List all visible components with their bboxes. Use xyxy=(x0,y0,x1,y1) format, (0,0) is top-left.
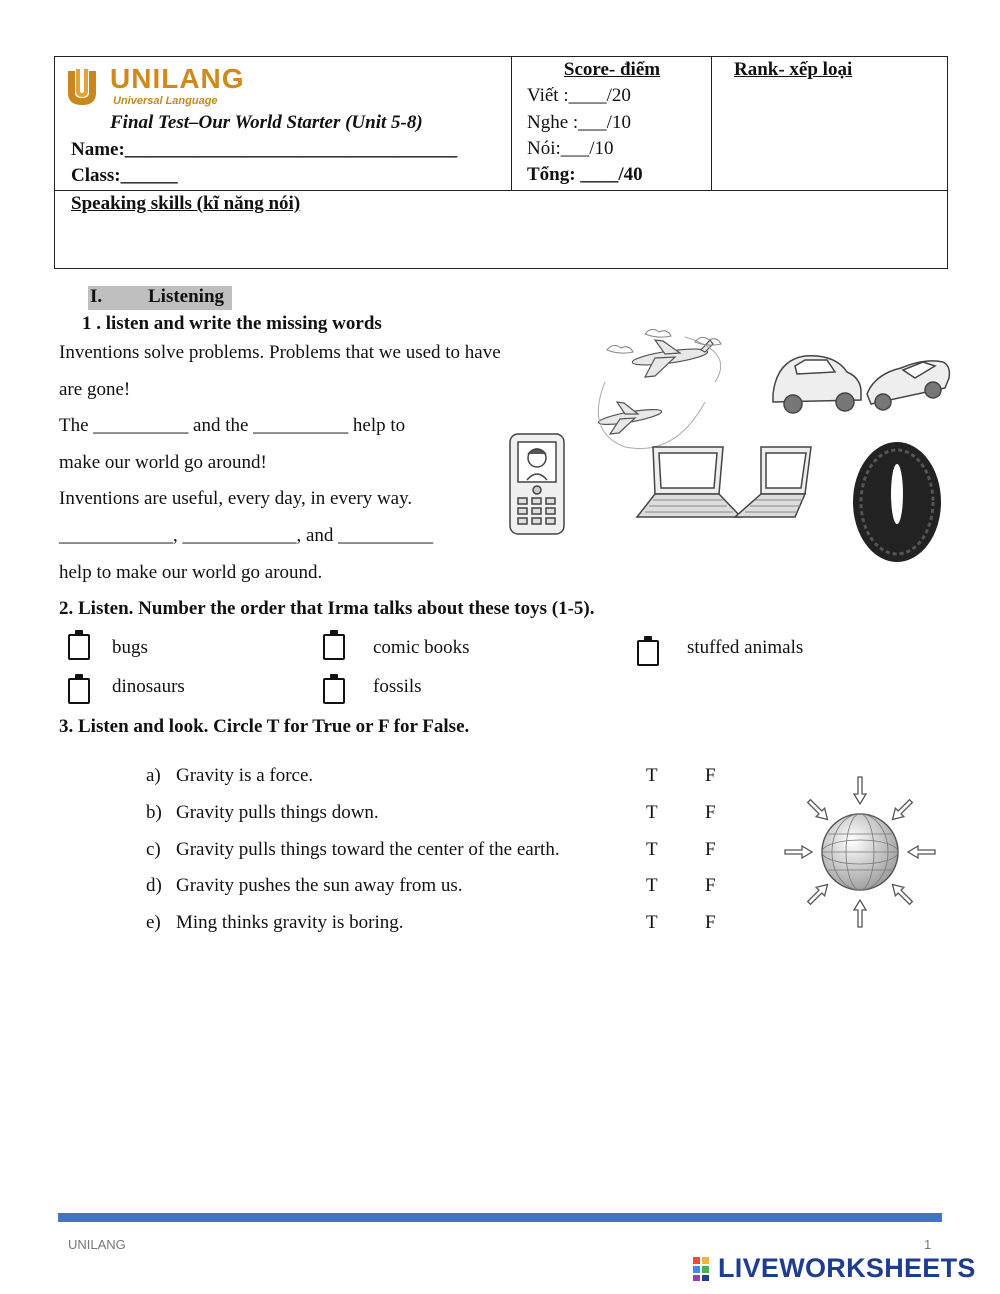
true-option[interactable]: T xyxy=(646,765,658,786)
logo-tagline: Universal Language xyxy=(113,95,218,107)
row-letter: e) xyxy=(146,912,161,933)
score-title: Score- điểm xyxy=(563,59,661,80)
page-number: 1 xyxy=(924,1237,932,1252)
toy-item xyxy=(323,634,470,665)
ex1-line-blanks[interactable]: ____________, ____________, and __________ xyxy=(59,525,434,546)
toy-label: dinosaurs xyxy=(112,676,185,697)
name-field[interactable]: Name:___________________________________ xyxy=(71,139,458,160)
tf-row xyxy=(146,839,560,861)
unilang-logo-icon xyxy=(62,65,106,109)
ex1-line: are gone! xyxy=(59,379,131,400)
globe-gravity-icon xyxy=(780,772,940,932)
false-option[interactable]: F xyxy=(705,875,716,896)
car-icon xyxy=(867,361,949,410)
toy-item xyxy=(323,676,422,709)
section-number: I. xyxy=(90,286,103,307)
car-icon xyxy=(773,356,861,413)
ex1-line-blanks[interactable]: The __________ and the __________ help to xyxy=(59,415,406,436)
laptop-icon xyxy=(735,447,811,517)
ex1-line: Inventions solve problems. Problems that we used to have xyxy=(59,342,501,363)
number-box[interactable] xyxy=(68,678,90,704)
liveworksheets-brand[interactable]: LIVEWORKSHEETS xyxy=(718,1253,976,1283)
ex1-line: make our world go around! xyxy=(59,452,267,473)
tf-row xyxy=(146,802,379,824)
score-viet[interactable]: Viết :____/20 xyxy=(527,85,631,106)
score-noi[interactable]: Nói:___/10 xyxy=(527,138,614,159)
false-option[interactable]: F xyxy=(705,765,716,786)
tf-row xyxy=(146,875,463,897)
toy-label: comic books xyxy=(373,637,470,658)
airplane-icon xyxy=(632,340,713,377)
true-option[interactable]: T xyxy=(646,875,658,896)
title-cell xyxy=(55,57,512,191)
row-letter: c) xyxy=(146,839,161,860)
false-option[interactable]: F xyxy=(705,912,716,933)
true-option[interactable]: T xyxy=(646,912,658,933)
row-statement: Ming thinks gravity is boring. xyxy=(176,912,404,933)
class-field[interactable]: Class:______ xyxy=(71,165,178,186)
toy-item xyxy=(68,676,185,709)
row-letter: a) xyxy=(146,765,161,786)
cell-phone-icon xyxy=(510,434,564,534)
toy-label: stuffed animals xyxy=(687,637,804,658)
row-statement: Gravity is a force. xyxy=(176,765,314,786)
toy-item xyxy=(68,634,148,665)
false-option[interactable]: F xyxy=(705,802,716,823)
row-letter: d) xyxy=(146,875,162,896)
header-table xyxy=(54,56,948,269)
section-title: Listening xyxy=(148,286,225,307)
true-option[interactable]: T xyxy=(646,839,658,860)
number-box[interactable] xyxy=(323,634,345,660)
toy-label: fossils xyxy=(373,676,422,697)
row-statement: Gravity pushes the sun away from us. xyxy=(176,875,463,896)
footer-divider xyxy=(58,1213,942,1222)
ex3-heading: 3. Listen and look. Circle T for True or F for False. xyxy=(59,716,470,737)
toy-label: bugs xyxy=(112,637,148,658)
false-option[interactable]: F xyxy=(705,839,716,860)
unilang-logo xyxy=(62,65,106,114)
rank-cell xyxy=(712,57,948,191)
ex1-line: help to make our world go around. xyxy=(59,562,323,583)
number-box[interactable] xyxy=(637,640,659,666)
laptop-icon xyxy=(637,447,741,517)
airplane-icon xyxy=(598,402,663,434)
score-tong[interactable]: Tổng: ____/40 xyxy=(527,164,643,185)
score-nghe[interactable]: Nghe :___/10 xyxy=(527,112,631,133)
tf-row xyxy=(146,765,314,787)
speaking-label: Speaking skills (kĩ năng nói) xyxy=(71,193,301,214)
tf-row xyxy=(146,912,404,934)
ex1-heading: 1 . listen and write the missing words xyxy=(82,313,382,334)
row-statement: Gravity pulls things down. xyxy=(176,802,379,823)
tire-icon xyxy=(853,442,941,562)
footer-left: UNILANG xyxy=(68,1237,126,1252)
speaking-cell xyxy=(55,191,948,269)
liveworksheets-logo-icon xyxy=(693,1257,719,1286)
score-cell xyxy=(512,57,712,191)
ex1-line: Inventions are useful, every day, in every way. xyxy=(59,488,413,509)
row-statement: Gravity pulls things toward the center of the earth. xyxy=(176,839,560,860)
true-option[interactable]: T xyxy=(646,802,658,823)
rank-title: Rank- xếp loại xyxy=(734,59,853,80)
inventions-illustration xyxy=(505,322,960,572)
number-box[interactable] xyxy=(323,678,345,704)
row-letter: b) xyxy=(146,802,162,823)
number-box[interactable] xyxy=(68,634,90,660)
test-title: Final Test–Our World Starter (Unit 5-8) xyxy=(110,112,423,133)
logo-name: UNILANG xyxy=(110,63,245,94)
ex2-heading: 2. Listen. Number the order that Irma talks about these toys (1-5). xyxy=(59,598,595,619)
toy-item xyxy=(637,637,804,671)
